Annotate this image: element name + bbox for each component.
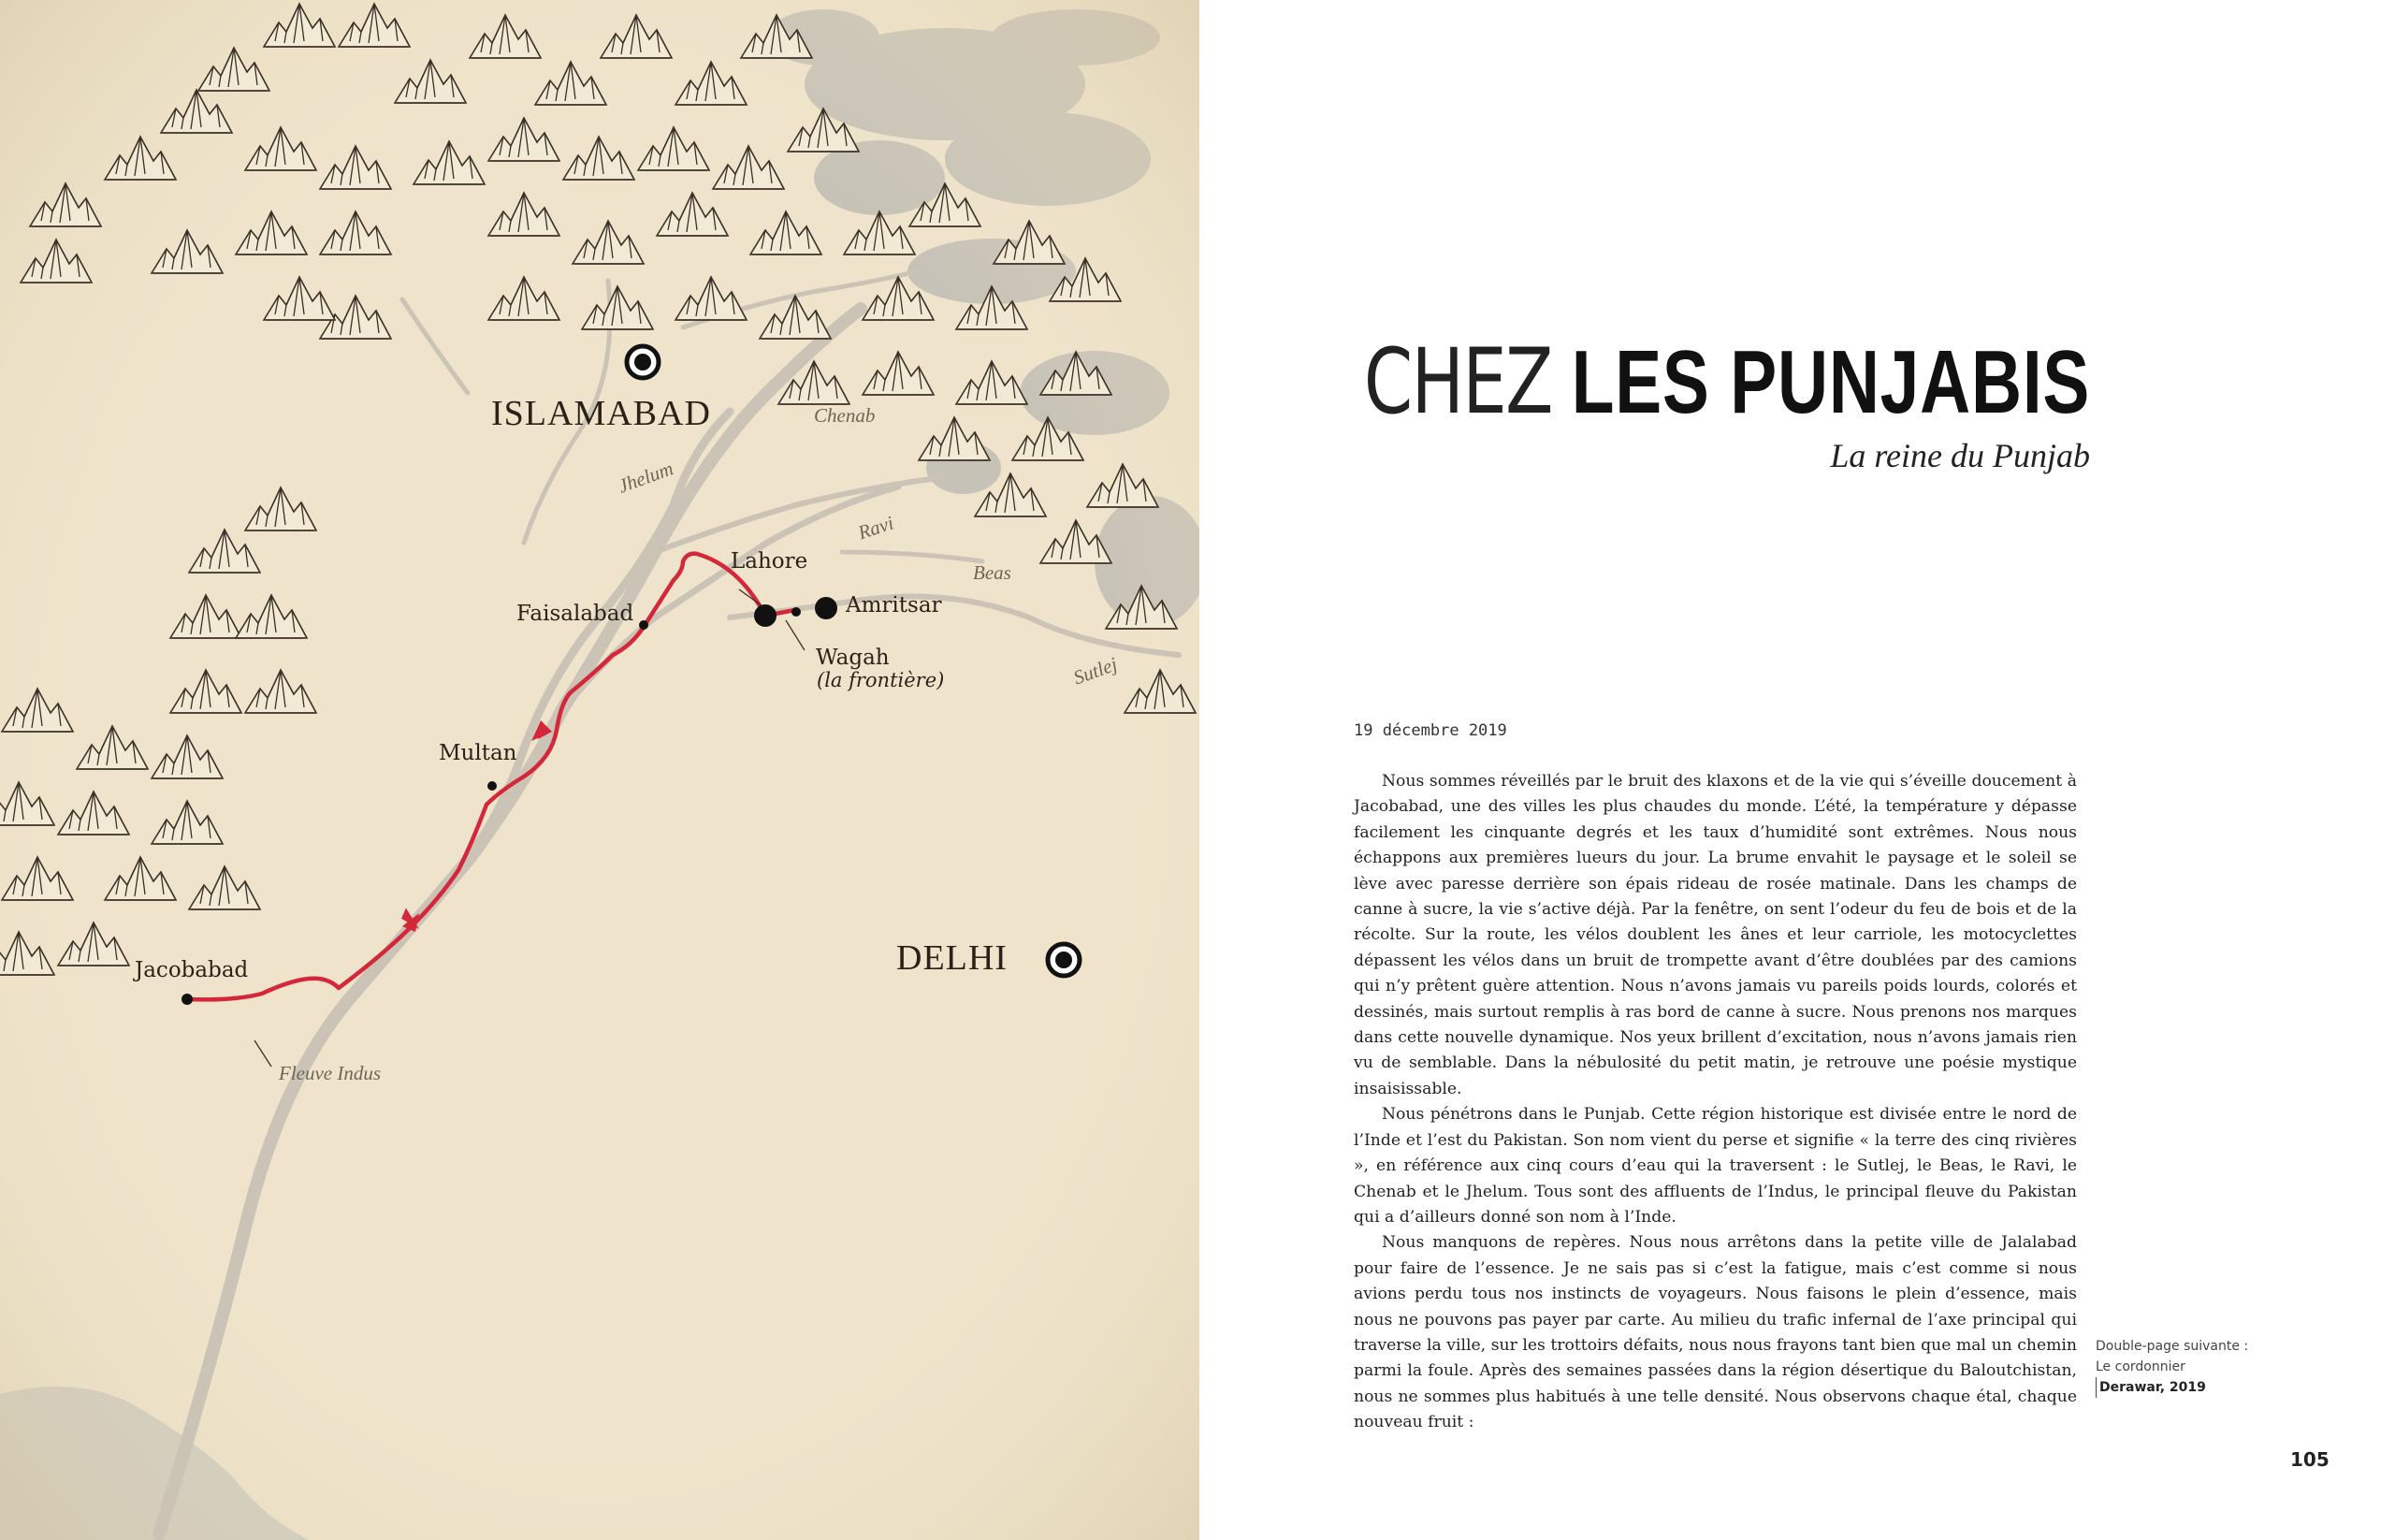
page-number: 105 [2290, 1448, 2330, 1471]
wagah-marker [791, 607, 801, 617]
faisalabad-marker [639, 620, 648, 630]
paragraph: Nous manquons de repères. Nous nous arrêtons dans la petite ville de Jalalabad pour faire de l’essence. Je ne sais pas si c’est la fatigue, mais c’est comme si nous avions perdu tous nos instincts de voyageurs. Nous faisons le plein d’essence, mais nous ne pouvons pas payer par carte. Au milieu du trafic infernal de l’axe principal qui traverse la ville, sur les trottoirs défaits, nous nous frayons tant bien que mal un chemin parmi la foule. Après des semaines passées dans la région désertique du Baloutchistan, nous ne sommes plus habitués à une telle densité. Nous observons chaque étal, chaque nouveau fruit : [1354, 1233, 2077, 1432]
lahore-marker [754, 604, 777, 627]
paragraph: Nous sommes réveillés par le bruit des klaxons et de la vie qui s’éveille doucement à Jacobabad, une des villes les plus chaudes du monde. L’été, la température y dépasse facilement les cinquante degrés et les taux d’humidité sont extrêmes. Nous nous échappons aux premières lueurs du jour. La brume envahit le paysage et le soleil se lève avec paresse derrière son épais rideau de rosée matinale. Dans les champs de canne à sucre, la vie s’active déjà. Par la fenêtre, on sent l’odeur du feu de bois et de la récolte. Sur la route, les vélos doublent les ânes et leur carriole, les motocyclettes dépassent les vélos dans un bruit de trompette avant d’être doublées par des camions qui n’y prêtent guère attention. Nous n’avons jamais vu pareils poids lourds, colorés et dessinés, mais surtout remplis à ras bord de canne à sucre. Nous prenons nos marques dans cette nouvelle dynamique. Nos yeux brillent d’excitation, nous n’avons jamais rien vu de semblable. Dans la nébulosité du petit matin, je retrouve une poésie mystique insaisissable. [1354, 772, 2077, 1098]
amritsar-marker [815, 597, 837, 619]
amritsar-label: Amritsar [846, 593, 942, 617]
article-body [1354, 769, 2077, 1436]
caption-location: Derawar, 2019 [2099, 1380, 2206, 1395]
chapter-subtitle: La reine du Punjab [1830, 437, 2090, 474]
river-label-chenab: Chenab [814, 404, 876, 427]
text-page [1199, 0, 2395, 1540]
entry-date: 19 décembre 2019 [1354, 721, 1507, 740]
river-label-indus: Fleuve Indus [279, 1062, 382, 1084]
paragraph: Nous pénétrons dans le Punjab. Cette région historique est divisée entre le nord de l’Inde et l’est du Pakistan. Son nom vient du perse et signifie « la terre des cinq rivières », en référence aux cinq cours d’eau qui la traversent : le Sutlej, le Beas, le Ravi, le Chenab et le Jhelum. Tous sont des affluents de l’Indus, le principal fleuve du Pakistan qui a d’ailleurs donné son nom à l’Inde. [1354, 1105, 2077, 1227]
faisalabad-label: Faisalabad [516, 602, 634, 626]
title-bold: LES PUNJABIS [1571, 332, 2090, 432]
jacobabad-label: Jacobabad [135, 958, 249, 982]
frontier-note: (la frontière) [817, 669, 945, 691]
islamabad-label: ISLAMABAD [491, 394, 711, 433]
wagah-label: Wagah [816, 646, 890, 670]
chapter-title [1363, 329, 2090, 434]
lahore-label: Lahore [731, 549, 808, 574]
river-label-jhelum: Jhelum [615, 457, 676, 498]
caption-line: Double-page suivante : [2096, 1339, 2249, 1354]
delhi-label: DELHI [896, 938, 1008, 978]
river-label-sutlej: Sutlej [1070, 652, 1121, 690]
river-label-beas: Beas [973, 561, 1011, 584]
multan-label: Multan [439, 741, 517, 765]
photo-caption [2096, 1336, 2264, 1398]
multan-marker [487, 781, 497, 791]
river-label-ravi: Ravi [855, 511, 897, 545]
caption-line: Le cordonnier [2096, 1359, 2185, 1374]
jacobabad-marker [181, 994, 193, 1005]
title-light: CHEZ [1363, 329, 1552, 434]
